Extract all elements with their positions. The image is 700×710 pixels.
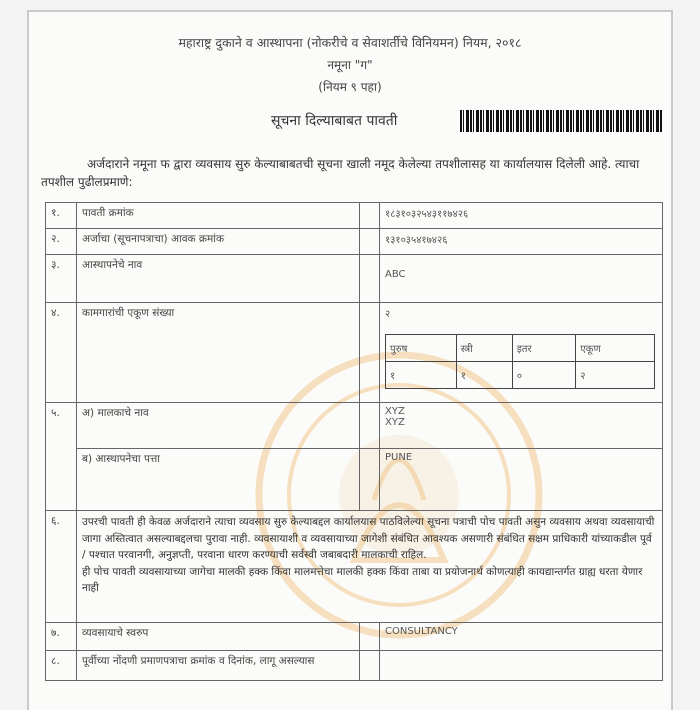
- business-nature-value: CONSULTANCY: [380, 623, 663, 651]
- row-number: १.: [46, 203, 77, 229]
- table-row: [46, 229, 663, 255]
- workers-value-male: १: [386, 362, 457, 389]
- owner-name-value-2: XYZ: [385, 417, 405, 428]
- row-number: ५.: [46, 403, 77, 511]
- workers-header-other: इतर: [512, 335, 575, 362]
- ownership-disclaimer-text: ही पोच पावती व्यवसायाच्या जागेचा मालकी हक्क किंवा मालमत्तेचा मालकी हक्क किंवा ताबा या प्रयोजनार्थ कोणत्याही कायद्यान्तर्गत ग्राह्य धरता येणार नाही: [82, 565, 643, 594]
- row-number: ८.: [46, 651, 77, 681]
- workers-header-female: स्त्री: [456, 335, 512, 362]
- workers-header-total: एकूण: [576, 335, 655, 362]
- table-row: [46, 623, 663, 651]
- establishment-name-value: ABC: [380, 255, 663, 303]
- table-row: [46, 255, 663, 303]
- receipt-title: सूचना दिल्याबाबत पावती: [271, 113, 398, 129]
- row-number: २.: [46, 229, 77, 255]
- table-row: [46, 511, 663, 623]
- workers-value-female: १: [456, 362, 512, 389]
- total-workers-label: कामगारांची एकूण संख्या: [77, 303, 360, 403]
- details-table: [45, 202, 663, 681]
- receipt-number-value: १८३१०३२५४३११७४२६: [380, 203, 663, 229]
- table-row: [46, 203, 663, 229]
- intro-paragraph: अर्जदाराने नमूना फ द्वारा व्यवसाय सुरु केल्याबाबतची सूचना खाली नमूद केलेल्या तपशीलासह या कार्यालयास दिलेली आहे. त्याचा तपशील पुढीलप्रमाणे:: [41, 157, 640, 189]
- receipt-number-label: पावती क्रमांक: [77, 203, 360, 229]
- owner-name-value-1: XYZ: [385, 406, 405, 417]
- establishment-name-label: आस्थापनेचे नाव: [77, 255, 360, 303]
- row-number: ४.: [46, 303, 77, 403]
- table-row: [46, 651, 663, 681]
- owner-name-label: अ) मालकाचे नाव: [77, 403, 360, 449]
- previous-registration-value: [380, 651, 663, 681]
- workers-breakdown-table: [385, 334, 655, 389]
- disclaimer-text: उपरची पावती ही केवळ अर्जदाराने त्याचा व्यवसाय सुरु केल्याबद्दल कार्यालयास पाठविलेल्या सूचना पत्राची पोच पावती असुन व्यवसाय अथवा व्यवसायाची जागा अस्तित्वात असल्याबद्दलचा पुरावा नाही. व्यवसायाशी व व्यवसायाच्या जागेशी संबंधित आवश्यक असणारी संबंधित सक्षम प्राधिकारी यांच्याकडील पूर्व / पश्चात परवानगी, अनुज्ञप्ती, परवाना धारण करण्याची सर्वस्वी जबाबदारी मालकाची राहिल.: [82, 516, 655, 561]
- form-name: नमूना "ग": [327, 58, 373, 72]
- previous-registration-label: पूर्वीच्या नोंदणी प्रमाणपत्राचा क्रमांक व दिनांक, लागू असल्यास: [77, 651, 360, 681]
- table-row: [46, 403, 663, 449]
- total-workers-value: २: [385, 309, 391, 320]
- establishment-address-label: ब) आस्थापनेचा पत्ता: [77, 449, 360, 511]
- application-number-value: १३१०३५४१७४२६: [380, 229, 663, 255]
- rule-reference: (नियम ९ पहा): [318, 80, 382, 94]
- row-number: ७.: [46, 623, 77, 651]
- row-number: ३.: [46, 255, 77, 303]
- business-nature-label: व्यवसायाचे स्वरुप: [77, 623, 360, 651]
- workers-value-total: २: [576, 362, 655, 389]
- workers-header-male: पुरुष: [386, 335, 457, 362]
- workers-value-other: ०: [512, 362, 575, 389]
- establishment-address-value: PUNE: [380, 449, 663, 511]
- table-row: [46, 303, 663, 403]
- rules-heading: महाराष्ट्र दुकाने व आस्थापना (नोकरीचे व सेवाशर्तीचे विनियमन) नियम, २०१८: [178, 35, 522, 50]
- table-row: [46, 449, 663, 511]
- row-number: ६.: [46, 511, 77, 623]
- barcode: [460, 110, 663, 132]
- receipt-document: [27, 10, 673, 710]
- application-number-label: अर्जाचा (सूचनापत्राचा) आवक क्रमांक: [77, 229, 360, 255]
